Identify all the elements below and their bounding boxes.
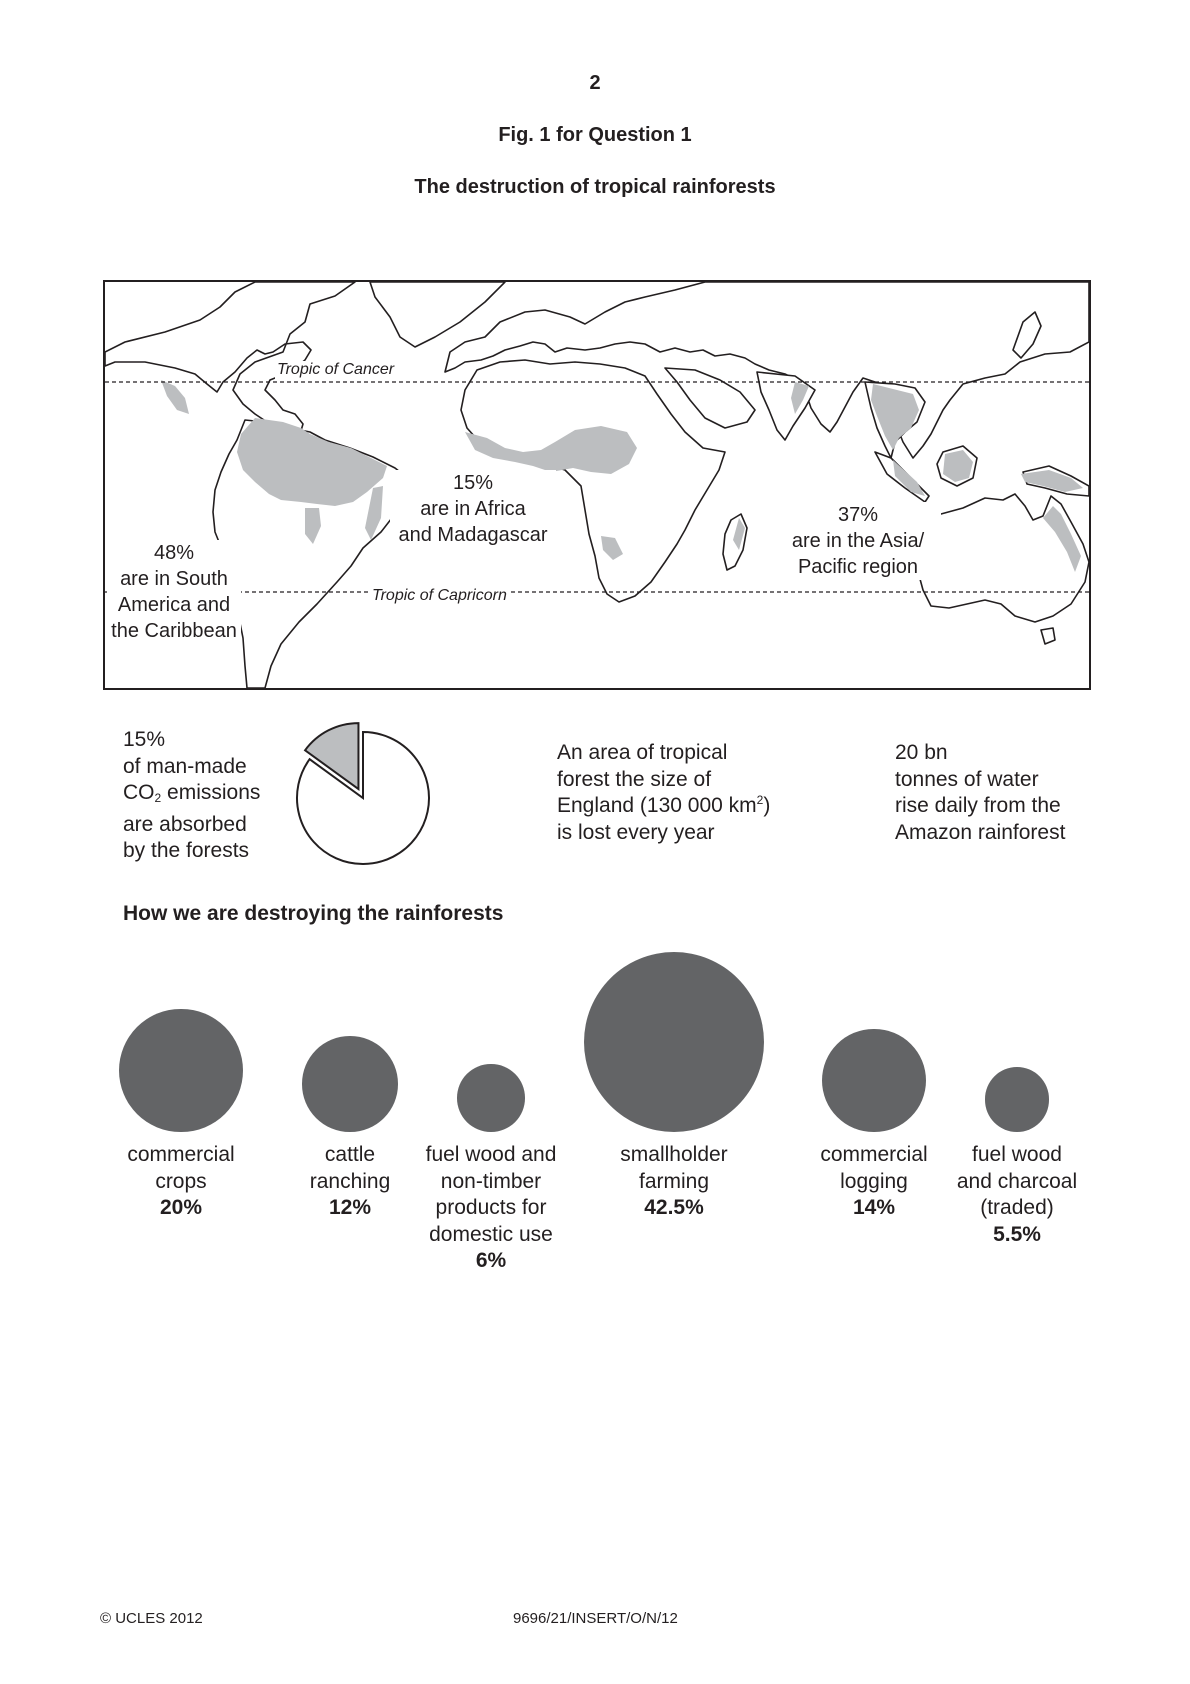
cause-label (106, 1142, 256, 1222)
figure-title: Fig. 1 for Question 1 (498, 124, 692, 146)
area-line-3-close: ) (763, 794, 771, 817)
area-line-1: An area of tropical (557, 741, 728, 764)
cause-percent: 5.5% (993, 1222, 1041, 1246)
cause-percent: 14% (852, 1196, 896, 1219)
area-line-4: is lost every year (557, 820, 715, 844)
cause-label (416, 1142, 566, 1275)
cause-label-line: fuel wood (972, 1143, 1062, 1166)
co2-formula: CO (123, 781, 155, 804)
causes-heading: How we are destroying the rainforests (123, 902, 504, 925)
cause-label-line: commercial (820, 1143, 928, 1166)
water-line-4: Amazon rainforest (895, 820, 1066, 844)
cause-percent: 6% (475, 1249, 507, 1272)
area-fact (557, 740, 770, 846)
africa-percent: 15% (452, 472, 494, 494)
cause-label-line: farming (638, 1169, 710, 1193)
co2-line-2 (123, 780, 260, 812)
water-line-1: 20 bn (895, 741, 948, 764)
cause-label-line: ranching (309, 1169, 391, 1193)
area-line-3-text: England (130 000 km (557, 794, 757, 817)
south-america-line-1: are in South (120, 568, 228, 590)
co2-line-1: of man-made (123, 754, 247, 778)
water-line-3: rise daily from the (895, 794, 1061, 817)
area-line-3 (557, 793, 770, 820)
asia-pacific-line-2: Pacific region (797, 556, 919, 578)
area-superscript: 2 (756, 793, 764, 807)
cause-label-line: (traded) (980, 1196, 1054, 1219)
area-line-2: forest the size of (557, 767, 712, 791)
tropic-of-capricorn-label: Tropic of Capricorn (372, 587, 507, 604)
cause-percent: 20% (159, 1196, 203, 1219)
cause-circle (584, 952, 764, 1132)
cause-label (799, 1142, 949, 1222)
co2-line-4: by the forests (123, 839, 250, 862)
cause-label-line: fuel wood and (425, 1143, 557, 1166)
cause-label-line: smallholder (620, 1143, 728, 1166)
asia-pacific-percent: 37% (837, 504, 879, 526)
cause-label (599, 1142, 749, 1222)
africa-line-2: and Madagascar (398, 524, 548, 546)
co2-line-3: are absorbed (123, 812, 247, 836)
africa-label (390, 470, 556, 548)
page-number: 2 (589, 72, 601, 94)
cause-label-line: logging (840, 1169, 908, 1193)
cause-label-line: and charcoal (956, 1169, 1078, 1193)
cause-circle (985, 1067, 1050, 1132)
water-line-2: tonnes of water (895, 767, 1039, 791)
co2-subscript: 2 (154, 791, 162, 805)
world-map (103, 280, 1091, 690)
co2-percent: 15% (123, 728, 166, 751)
cause-label-line: domestic use (429, 1222, 553, 1246)
cause-percent: 42.5% (644, 1196, 704, 1219)
cause-label (275, 1142, 425, 1222)
africa-line-1: are in Africa (420, 498, 526, 520)
cause-circle (119, 1009, 242, 1132)
cause-label-line: cattle (324, 1143, 376, 1166)
cause-circle (822, 1029, 925, 1132)
south-america-line-3: the Caribbean (111, 620, 237, 642)
figure-subtitle: The destruction of tropical rainforests (414, 176, 776, 198)
south-america-line-2: America and (117, 594, 231, 616)
co2-emissions-text: emissions (161, 781, 261, 804)
cause-circle (302, 1036, 398, 1132)
tropic-of-cancer-label: Tropic of Cancer (277, 361, 395, 378)
footer-copyright: © UCLES 2012 (100, 1610, 203, 1627)
asia-pacific-label (775, 502, 941, 580)
world-map-outline (105, 282, 1089, 688)
co2-pie-chart (285, 722, 435, 868)
cause-label-line: products for (435, 1196, 547, 1219)
south-america-label (107, 540, 241, 644)
cause-label (942, 1142, 1092, 1248)
cause-label-line: crops (155, 1169, 207, 1193)
co2-fact (123, 727, 260, 865)
asia-pacific-line-1: are in the Asia/ (791, 530, 925, 552)
cause-label-line: commercial (127, 1143, 235, 1166)
footer-code: 9696/21/INSERT/O/N/12 (513, 1610, 678, 1627)
water-fact (895, 740, 1065, 846)
cause-percent: 12% (328, 1196, 372, 1219)
cause-label-line: non-timber (440, 1169, 542, 1193)
cause-circle (457, 1064, 525, 1132)
south-america-percent: 48% (153, 542, 195, 564)
